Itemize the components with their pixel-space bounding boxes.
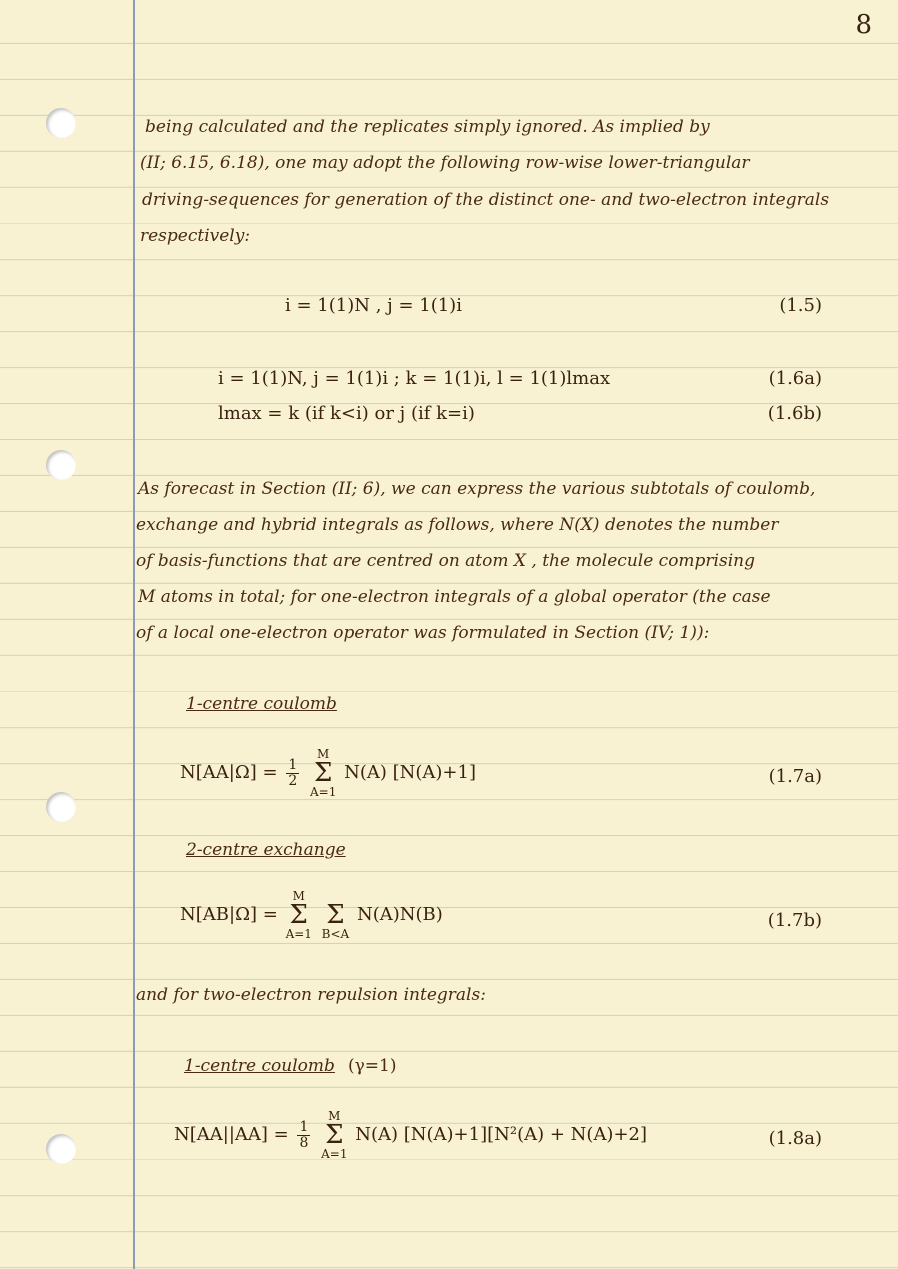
summation xyxy=(321,1110,347,1160)
margin-line xyxy=(133,0,135,1269)
punch-hole xyxy=(46,792,76,822)
punch-hole xyxy=(46,108,76,138)
section-heading-row xyxy=(184,1056,397,1076)
punch-hole xyxy=(46,450,76,480)
paragraph-2-line: As forecast in Section (II; 6), we can express the various subtotals of coulomb, xyxy=(138,479,816,499)
equation-body: N(A)N(B) xyxy=(356,904,443,925)
equation-lhs: N[AA||AA] = xyxy=(174,1124,289,1145)
equation-1-7a xyxy=(180,748,476,798)
fraction-denominator: 2 xyxy=(288,772,298,789)
summation-lower-limit: B<A xyxy=(321,927,350,941)
paragraph-1-line: respectively: xyxy=(140,226,251,246)
summation-upper-limit: M xyxy=(292,889,305,903)
equation-1-5: i = 1(1)N , j = 1(1)i xyxy=(285,295,462,316)
summation-lower-limit: A=1 xyxy=(309,785,337,799)
fraction-denominator: 8 xyxy=(299,1134,309,1151)
equation-lhs: N[AB|Ω] = xyxy=(180,904,278,925)
equation-number: (1.7a) xyxy=(768,766,822,787)
summation-upper-limit: M xyxy=(317,747,330,761)
equation-number: (1.7b) xyxy=(767,910,822,931)
summation-lower-limit: A=1 xyxy=(321,1147,348,1161)
equation-number: (1.5) xyxy=(779,295,822,316)
fraction-numerator: 1 xyxy=(299,1118,309,1135)
summation xyxy=(322,890,350,940)
equation-1-6b: lmax = k (if k<i) or j (if k=i) xyxy=(218,403,475,424)
equation-number: (1.6b) xyxy=(767,403,822,424)
summation xyxy=(286,890,312,940)
fraction xyxy=(297,1120,310,1150)
summation-sign: Σ xyxy=(325,1120,344,1150)
paragraph-1-line: being calculated and the replicates simply ignored. As implied by xyxy=(145,117,710,137)
paragraph-1-line: driving-sequences for generation of the distinct one- and two-electron integrals xyxy=(142,190,830,210)
summation-sign: Σ xyxy=(289,900,308,930)
page-number: 8 xyxy=(855,10,872,40)
equation-body: N(A) [N(A)+1][N²(A) + N(A)+2] xyxy=(355,1124,648,1145)
paragraph-2-line: M atoms in total; for one-electron integrals of a global operator (the case xyxy=(138,587,771,607)
section-heading: 1-centre coulomb xyxy=(184,1056,335,1076)
paragraph-2-line: exchange and hybrid integrals as follows, where N(X) denotes the number xyxy=(136,515,779,535)
section-heading: 1-centre coulomb xyxy=(186,694,337,714)
summation-sign: Σ xyxy=(326,900,345,930)
summation-sign: Σ xyxy=(313,758,333,788)
fraction-numerator: 1 xyxy=(288,756,298,773)
paragraph-1-line: (II; 6.15, 6.18), one may adopt the following row-wise lower-triangular xyxy=(140,153,750,173)
paragraph-2-line: of basis-functions that are centred on atom X , the molecule comprising xyxy=(136,551,755,571)
paragraph-3-line: and for two-electron repulsion integrals: xyxy=(136,985,486,1005)
section-heading-note: (γ=1) xyxy=(348,1056,397,1076)
equation-1-7b xyxy=(180,890,443,940)
paragraph-2-line: of a local one-electron operator was formulated in Section (IV; 1)): xyxy=(136,623,710,643)
equation-number: (1.8a) xyxy=(768,1128,822,1149)
summation-lower-limit: A=1 xyxy=(285,927,312,941)
equation-body: N(A) [N(A)+1] xyxy=(344,762,476,783)
punch-hole xyxy=(46,1134,76,1164)
equation-number: (1.6a) xyxy=(768,368,822,389)
summation-upper-limit: M xyxy=(328,1109,341,1123)
equation-lhs: N[AA|Ω] = xyxy=(180,762,278,783)
summation xyxy=(310,748,336,798)
equation-1-6a: i = 1(1)N, j = 1(1)i ; k = 1(1)i, l = 1(1)lmax xyxy=(218,368,611,389)
section-heading: 2-centre exchange xyxy=(186,840,346,860)
equation-1-8a xyxy=(174,1110,647,1160)
fraction xyxy=(286,758,299,788)
